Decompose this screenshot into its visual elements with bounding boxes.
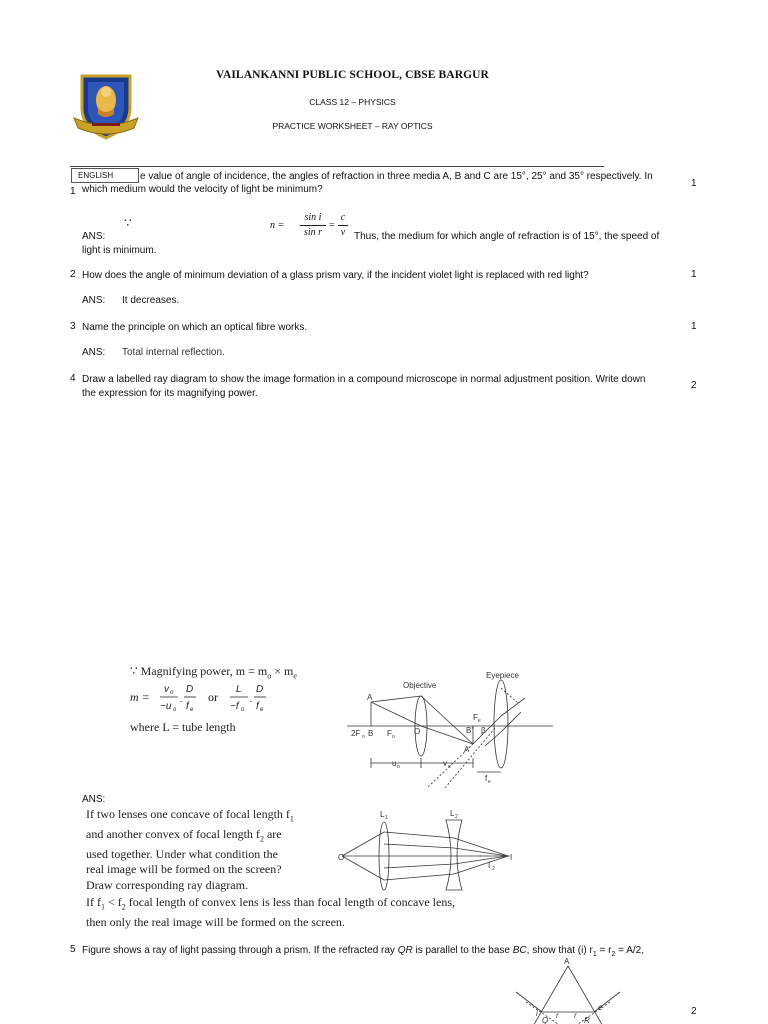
lens-answer bbox=[86, 895, 526, 930]
q1-ans-text2: light is minimum. bbox=[82, 245, 157, 256]
formula-bar bbox=[300, 225, 326, 226]
label-fe: f bbox=[485, 774, 488, 783]
formula-numerator: sin i bbox=[304, 212, 322, 223]
q3-number: 3 bbox=[70, 321, 76, 332]
lens-combination-diagram bbox=[338, 808, 518, 892]
lens-q-line1 bbox=[86, 807, 334, 827]
label-vo: v bbox=[443, 759, 447, 768]
q1-number: 1 bbox=[70, 186, 76, 197]
q5-eq1: = r bbox=[596, 945, 612, 956]
label-fe-sub: e bbox=[488, 779, 491, 785]
q2-text: How does the angle of minimum deviation of a glass prism vary, if the incident violet light is replaced with red light? bbox=[82, 270, 589, 281]
q2-marks: 1 bbox=[691, 269, 697, 280]
worksheet-title: PRACTICE WORKSHEET – RAY OPTICS bbox=[272, 121, 433, 131]
refractive-index-formula bbox=[270, 212, 360, 242]
svg-text:L: L bbox=[236, 684, 242, 695]
lens-q-sub2: 2 bbox=[259, 834, 264, 844]
formula-denominator: sin r bbox=[303, 227, 323, 238]
q5-text-post: , show that (i) r bbox=[526, 945, 593, 956]
label-2Fo-sub: o bbox=[362, 734, 365, 740]
lens-q-line2-end: are bbox=[263, 826, 282, 841]
lens-ans-lt: < f bbox=[105, 895, 122, 909]
q4-number: 4 bbox=[70, 373, 76, 384]
prism-label-e: e bbox=[598, 1003, 603, 1012]
q5-eq2: = A/2, bbox=[615, 945, 644, 956]
q5-r1-sub: 1 bbox=[592, 951, 597, 958]
svg-text:o: o bbox=[170, 690, 174, 696]
prism-label-r2: r bbox=[574, 1011, 577, 1020]
label-L1-sub: 1 bbox=[385, 815, 388, 821]
svg-text:e: e bbox=[260, 707, 264, 713]
crest-icon bbox=[72, 70, 140, 142]
q1-ans-text1: Thus, the medium for which angle of refraction is of 15°, the speed of bbox=[354, 231, 660, 242]
q4-text-line1: Draw a labelled ray diagram to show the image formation in a compound microscope in normal adjustment position. Write down bbox=[82, 374, 646, 385]
mp-where: where L = tube length bbox=[130, 720, 236, 734]
lens-ans-line2: then only the real image will be formed on the screen. bbox=[86, 914, 345, 929]
formula-eq: = bbox=[329, 220, 335, 231]
svg-text:D: D bbox=[256, 684, 264, 695]
label-eyepiece: Eyepiece bbox=[486, 671, 519, 680]
label-vo-sub: o bbox=[448, 764, 451, 770]
svg-text:.: . bbox=[180, 694, 183, 705]
formula-v: v bbox=[340, 227, 346, 238]
lens-q-line5: Draw corresponding ray diagram. bbox=[86, 877, 248, 892]
svg-text:f: f bbox=[186, 701, 189, 712]
lens-q-line2 bbox=[86, 827, 334, 847]
q4-text-line2: the expression for its magnifying power. bbox=[82, 388, 258, 399]
q5-text-QR: QR bbox=[397, 945, 413, 956]
prism-label-Q: Q bbox=[542, 1016, 549, 1024]
label-2Fo: 2F bbox=[351, 729, 361, 738]
q3-ans-label: ANS: bbox=[82, 347, 106, 358]
lens-ans-line1-text: If f bbox=[86, 895, 101, 909]
formula-lhs: n = bbox=[270, 220, 285, 231]
lens-q-sub1: 1 bbox=[289, 814, 294, 824]
svg-text:v: v bbox=[164, 684, 169, 695]
formula-c: c bbox=[340, 212, 346, 223]
q3-text: Name the principle on which an optical fibre works. bbox=[82, 322, 308, 333]
lens-q-line1-text: If two lenses one concave of focal length f bbox=[86, 807, 290, 821]
label-A1: A' bbox=[464, 745, 471, 754]
school-logo bbox=[72, 70, 140, 142]
lens-ans-sub2: 2 bbox=[121, 902, 126, 912]
q1-text-line2: which medium would the velocity of light be minimum? bbox=[82, 184, 323, 195]
mp-line1 bbox=[130, 664, 297, 684]
mp-formula bbox=[130, 682, 280, 718]
svg-text:.: . bbox=[250, 694, 253, 705]
formula-bar2 bbox=[338, 225, 348, 226]
svg-text:−f: −f bbox=[230, 701, 239, 712]
class-line: CLASS 12 – PHYSICS bbox=[309, 97, 396, 107]
svg-text:D: D bbox=[186, 684, 194, 695]
school-name: VAILANKANNI PUBLIC SCHOOL, CBSE BARGUR bbox=[216, 69, 489, 81]
q2-ans: It decreases. bbox=[122, 295, 180, 306]
mp-fractions bbox=[158, 682, 278, 716]
mp-m: m = bbox=[130, 690, 150, 704]
q2-ans-label: ANS: bbox=[82, 295, 106, 306]
language-badge[interactable]: ENGLISH bbox=[71, 168, 139, 183]
label-I: I bbox=[510, 853, 513, 862]
q3-ans: Total internal reflection. bbox=[122, 347, 225, 358]
mp-sub-o: o bbox=[267, 671, 272, 681]
label-L2-sub: 2 bbox=[455, 814, 458, 820]
q1-text-line1: e value of angle of incidence, the angles of refraction in three media A, B and C are 15°, 25° and 35° respectively. In bbox=[140, 171, 653, 182]
q4-ans-label: ANS: bbox=[82, 794, 106, 805]
label-A: A bbox=[367, 693, 373, 702]
header-rule bbox=[70, 166, 604, 167]
q5-text-pre: Figure shows a ray of light passing through a prism. If the refracted ray bbox=[82, 945, 398, 956]
mp-sub-e: e bbox=[293, 671, 297, 681]
label-beta: β bbox=[481, 726, 486, 735]
q1-marks: 1 bbox=[691, 178, 697, 189]
svg-text:−u: −u bbox=[160, 701, 172, 712]
prism-label-R: R bbox=[584, 1016, 590, 1024]
mp-or-text: or bbox=[208, 690, 218, 704]
label-L2: L bbox=[450, 809, 455, 818]
compound-microscope-diagram bbox=[345, 668, 555, 790]
prism-label-i: i bbox=[536, 1009, 538, 1018]
label-objective: Objective bbox=[403, 681, 437, 690]
q1-ans-label: ANS: bbox=[82, 231, 106, 242]
svg-text:e: e bbox=[190, 707, 194, 713]
q5-number: 5 bbox=[70, 944, 76, 955]
label-O-lens: O bbox=[338, 853, 345, 862]
q2-number: 2 bbox=[70, 269, 76, 280]
svg-text:f: f bbox=[256, 701, 259, 712]
label-Fe-sub: e bbox=[478, 718, 481, 724]
label-Fo: F bbox=[387, 729, 392, 738]
q5-text-BC: BC bbox=[512, 945, 527, 956]
prism-label-r1: r bbox=[556, 1011, 559, 1020]
label-uo: u bbox=[392, 759, 397, 768]
prism-label-A: A bbox=[564, 957, 570, 966]
since-symbol: ∵ bbox=[124, 216, 132, 230]
label-B: B bbox=[368, 729, 374, 738]
q3-marks: 1 bbox=[691, 321, 697, 332]
prism-diagram bbox=[512, 956, 628, 1024]
q5-r2-sub: 2 bbox=[611, 951, 616, 958]
label-O: O bbox=[414, 727, 421, 736]
q5-text-mid: is parallel to the base bbox=[412, 945, 513, 956]
lens-q-line4: real image will be formed on the screen? bbox=[86, 862, 282, 877]
lens-ans-line1-end: focal length of convex lens is less than focal length of concave lens, bbox=[125, 895, 455, 909]
q5-marks: 2 bbox=[691, 1006, 697, 1017]
svg-text:o: o bbox=[241, 707, 245, 713]
label-Fe: F bbox=[473, 713, 478, 722]
label-I2-sub: 2 bbox=[492, 866, 495, 872]
lens-q-line3: used together. Under what condition the bbox=[86, 846, 278, 861]
lens-ans-sub1: 1 bbox=[101, 902, 105, 912]
label-B1: B' bbox=[466, 726, 473, 735]
lens-question bbox=[86, 807, 334, 893]
label-Fo-sub: o bbox=[392, 734, 395, 740]
mp-line1-text: ∵ Magnifying power, m = m bbox=[130, 664, 268, 678]
q4-marks: 2 bbox=[691, 380, 697, 391]
label-L1: L bbox=[380, 810, 385, 819]
svg-text:o: o bbox=[173, 707, 177, 713]
mp-line1-mid: × m bbox=[271, 664, 294, 678]
lens-q-line2-text: and another convex of focal length f bbox=[86, 826, 260, 841]
lens-ans-line1 bbox=[86, 895, 526, 915]
label-I2: I bbox=[488, 861, 491, 870]
label-uo-sub: o bbox=[397, 764, 400, 770]
